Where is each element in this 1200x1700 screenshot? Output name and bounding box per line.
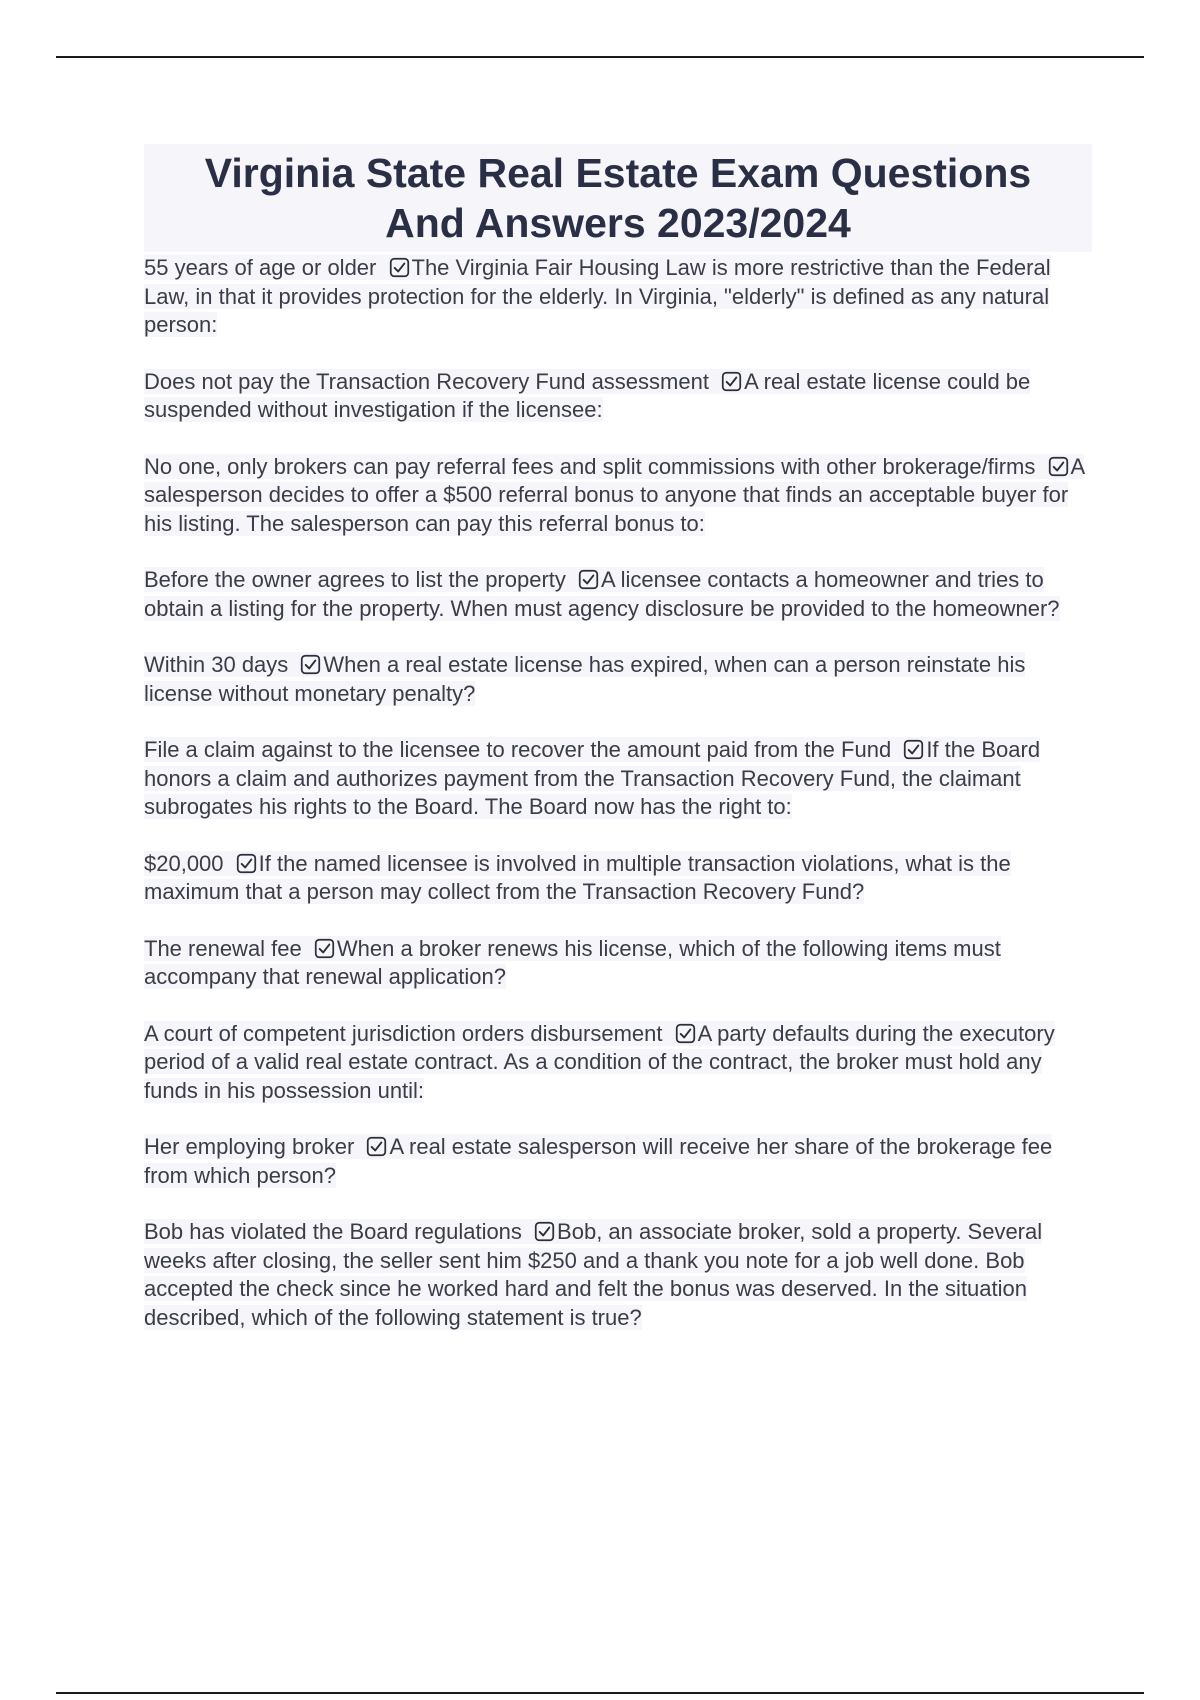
checkbox-checked-icon [1048, 456, 1069, 477]
qa-question: When a broker renews his license, which of the following items must accompany that renewal application? [144, 935, 1001, 989]
qa-question: A real estate salesperson will receive her share of the brokerage fee from which person? [144, 1134, 1053, 1188]
checkbox-checked-icon [675, 1023, 696, 1044]
qa-text [144, 1134, 1052, 1188]
qa-answer: Before the owner agrees to list the property [144, 567, 566, 592]
qa-question: The Virginia Fair Housing Law is more restrictive than the Federal Law, in that it provides protection for the elderly. In Virginia, "elderly" is defined as any natural person: [144, 255, 1051, 337]
qa-answer: A court of competent jurisdiction orders disbursement [144, 1020, 663, 1046]
qa-text [144, 454, 1084, 536]
qa-question: A licensee contacts a homeowner and tries to obtain a listing for the property. When must agency disclosure be provided to the homeowner? [144, 567, 1060, 621]
footer-rule [56, 1692, 1144, 1694]
qa-item [144, 651, 1092, 708]
checkbox-checked-icon [903, 739, 924, 760]
qa-answer: Within 30 days [144, 652, 289, 677]
qa-answer: File a claim against to the licensee to recover the amount paid from the Fund [144, 737, 892, 762]
qa-item [144, 1133, 1092, 1190]
qa-question: A real estate license could be suspended without investigation if the licensee: [144, 368, 1031, 422]
checkbox-checked-icon [534, 1221, 555, 1242]
qa-item [144, 368, 1092, 425]
qa-answer: The renewal fee [144, 935, 302, 961]
qa-item [144, 1218, 1092, 1332]
qa-answer: 55 years of age or older [144, 255, 377, 280]
title-line-1: Virginia State Real Estate Exam Questions [204, 150, 1032, 196]
checkbox-checked-icon [300, 654, 321, 675]
qa-question: Bob, an associate broker, sold a property. Several weeks after closing, the seller sent him $250 and a thank you note for a job well done. Bob accepted the check since he worked hard and felt the bonus was deserved. In the situation described, which of the following statement is true? [144, 1219, 1043, 1330]
qa-question: If the Board honors a claim and authorizes payment from the Transaction Recovery Fund, the claimant subrogates his rights to the Board. The Board now has the right to: [144, 737, 1041, 819]
qa-text [144, 652, 1025, 706]
checkbox-checked-icon [314, 938, 335, 959]
document-title [144, 144, 1092, 252]
qa-text [144, 567, 1060, 621]
qa-question: When a real estate license has expired, when can a person reinstate his license without monetary penalty? [144, 652, 1026, 706]
title-line-2: And Answers 2023/2024 [385, 200, 851, 246]
checkbox-checked-icon [366, 1136, 387, 1157]
qa-list [144, 254, 1092, 1332]
qa-text [144, 936, 1001, 990]
qa-item [144, 736, 1092, 822]
qa-text [144, 851, 1011, 905]
qa-text [144, 369, 1030, 423]
checkbox-checked-icon [389, 257, 410, 278]
qa-answer: Does not pay the Transaction Recovery Fund assessment [144, 368, 709, 394]
qa-item [144, 850, 1092, 907]
qa-item [144, 1020, 1092, 1106]
qa-text [144, 737, 1040, 819]
qa-question: If the named licensee is involved in multiple transaction violations, what is the maximum that a person may collect from the Transaction Recovery Fund? [144, 850, 1011, 904]
qa-answer: Bob has violated the Board regulations [144, 1219, 522, 1244]
qa-question: A party defaults during the executory period of a valid real estate contract. As a condition of the contract, the broker must hold any funds in his possession until: [144, 1020, 1055, 1103]
qa-item [144, 453, 1092, 539]
qa-answer: No one, only brokers can pay referral fees and split commissions with other brokerage/firms [144, 453, 1036, 479]
qa-text [144, 1219, 1042, 1330]
qa-item [144, 566, 1092, 623]
header-rule [56, 56, 1144, 58]
qa-item [144, 935, 1092, 992]
qa-answer: $20,000 [144, 850, 224, 876]
checkbox-checked-icon [721, 371, 742, 392]
qa-answer: Her employing broker [144, 1134, 355, 1159]
qa-text [144, 255, 1051, 337]
document-body [144, 144, 1092, 1360]
checkbox-checked-icon [236, 853, 257, 874]
checkbox-checked-icon [578, 569, 599, 590]
qa-text [144, 1021, 1055, 1103]
qa-item [144, 254, 1092, 340]
qa-question: A salesperson decides to offer a $500 referral bonus to anyone that finds an acceptable buyer for his listing. The salesperson can pay this referral bonus to: [144, 453, 1084, 536]
